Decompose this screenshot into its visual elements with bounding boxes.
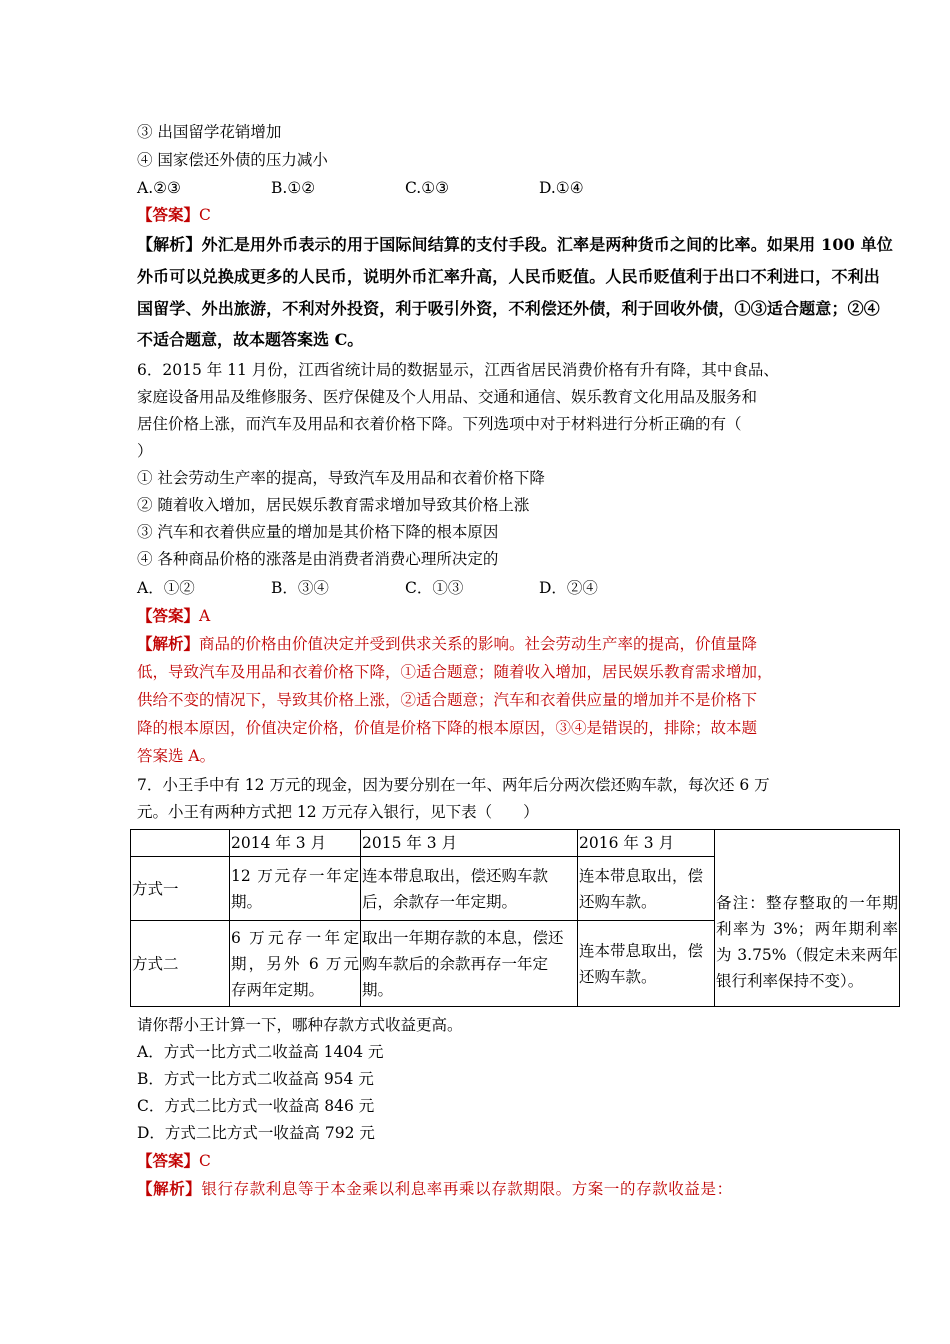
q5-option-d: D.①④ (539, 179, 584, 197)
q5-answer (137, 205, 211, 225)
q7-stem-line-1: 7．小王手中有 12 万元的现金，因为要分别在一年、两年后分两次偿还购车款，每次还 6 万 (137, 776, 770, 794)
table-header-cell (131, 830, 230, 857)
q6-analysis-label: 【解析】 (137, 634, 200, 653)
table-header-cell: 2015 年 3 月 (361, 830, 578, 857)
q6-stem-line-3: 居住价格上涨，而汽车及用品和衣着价格下降。下列选项中对于材料进行分析正确的有（ (137, 415, 742, 433)
q5-analysis-line-2: 外币可以兑换成更多的人民币，说明外币汇率升高，人民币贬值。人民币贬值利于出口不利进口，不利出 (137, 267, 880, 286)
q6-answer (137, 606, 210, 626)
table-cell: 取出一年期存款的本息，偿还购车款后的余款再存一年定期。 (361, 921, 578, 1007)
q6-answer-value: A (199, 607, 211, 625)
q6-analysis-line-3: 供给不变的情况下，导致其价格上涨，②适合题意；汽车和衣着供应量的增加并不是价格下 (137, 691, 758, 709)
table-cell: 连本带息取出，偿还购车款后，余款存一年定期。 (361, 857, 578, 921)
q7-answer (137, 1151, 211, 1171)
q5-analysis-label: 【解析】 (137, 235, 202, 254)
table-note-cell (715, 830, 900, 1007)
table-cell: 连本带息取出，偿还购车款。 (578, 857, 715, 921)
table-header-cell: 2016 年 3 月 (578, 830, 715, 857)
q7-answer-label: 【答案】 (137, 1151, 200, 1170)
q6-analysis-line-2: 低，导致汽车及用品和衣着价格下降，①适合题意；随着收入增加，居民娱乐教育需求增加， (137, 663, 773, 681)
q5-analysis-line-4: 不适合题意，故本题答案选 C。 (137, 330, 364, 349)
q7-analysis-label: 【解析】 (137, 1179, 202, 1198)
table-row-label: 方式一 (131, 857, 230, 921)
q5-answer-label: 【答案】 (137, 205, 200, 224)
q7-stem-line-2: 元。小王有两种方式把 12 万元存入银行，见下表（ ） (137, 803, 539, 821)
table-header-cell: 2014 年 3 月 (230, 830, 361, 857)
q6-analysis-line-1: 【解析】商品的价格由价值决定并受到供求关系的影响。社会劳动生产率的提高，价值量降 (137, 634, 758, 653)
q6-answer-label: 【答案】 (137, 606, 200, 625)
q6-analysis-line-4: 降的根本原因，价值决定价格，价值是价格下降的根本原因，③④是错误的，排除；故本题 (137, 719, 758, 737)
q6-analysis-line-5: 答案选 A。 (137, 747, 216, 765)
q5-item-3: ③ 出国留学花销增加 (137, 123, 282, 141)
q5-item-4: ④ 国家偿还外债的压力减小 (137, 151, 328, 169)
q6-option-b: B．③④ (271, 579, 329, 597)
table-cell: 6 万元存一年定期，另外 6 万元存两年定期。 (230, 921, 361, 1007)
q6-option-a: A．①② (137, 579, 195, 597)
q7-answer-value: C (199, 1152, 211, 1170)
q6-stem-line-2: 家庭设备用品及维修服务、医疗保健及个人用品、交通和通信、娱乐教育文化用品及服务和 (137, 388, 758, 406)
deposit-table (130, 829, 900, 1007)
q6-item-3: ③ 汽车和衣着供应量的增加是其价格下降的根本原因 (137, 523, 499, 541)
table-row-label: 方式二 (131, 921, 230, 1007)
q5-analysis-line-1: 【解析】外汇是用外币表示的用于国际间结算的支付手段。汇率是两种货币之间的比率。如果用 100 单位 (137, 235, 893, 254)
q5-option-b: B.①② (271, 179, 316, 197)
q5-analysis-line-3: 国留学、外出旅游，不利对外投资，利于吸引外资，不利偿还外债，利于回收外债，①③适合题意；②④ (137, 299, 880, 318)
q6-item-1: ① 社会劳动生产率的提高，导致汽车及用品和衣着价格下降 (137, 469, 545, 487)
q5-option-a: A.②③ (137, 179, 181, 197)
q7-option-c: C．方式二比方式一收益高 846 元 (137, 1097, 375, 1115)
q7-option-d: D．方式二比方式一收益高 792 元 (137, 1124, 375, 1142)
q6-stem-line-1: 6．2015 年 11 月份，江西省统计局的数据显示，江西省居民消费价格有升有降，其中食品、 (137, 361, 779, 379)
q5-option-c: C.①③ (405, 179, 450, 197)
table-cell: 12 万元存一年定期。 (230, 857, 361, 921)
q7-question: 请你帮小王计算一下，哪种存款方式收益更高。 (137, 1016, 463, 1034)
q5-answer-value: C (199, 206, 211, 224)
table-cell: 连本带息取出，偿还购车款。 (578, 921, 715, 1007)
q6-item-4: ④ 各种商品价格的涨落是由消费者消费心理所决定的 (137, 550, 499, 568)
q7-analysis-line-1: 【解析】银行存款利息等于本金乘以利息率再乘以存款期限。方案一的存款收益是： (137, 1179, 733, 1198)
table-header-row (131, 830, 900, 857)
table-note: 备注：整存整取的一年期利率为 3%；两年期利率为 3.75%（假定未来两年银行利率保持不变）。 (716, 894, 898, 990)
q7-option-b: B．方式一比方式二收益高 954 元 (137, 1070, 374, 1088)
q5-options (137, 178, 673, 198)
q6-option-d: D．②④ (539, 579, 598, 597)
q6-item-2: ② 随着收入增加，居民娱乐教育需求增加导致其价格上涨 (137, 496, 530, 514)
q6-options (137, 578, 673, 598)
q7-option-a: A．方式一比方式二收益高 1404 元 (137, 1043, 384, 1061)
q6-stem-line-4: ） (137, 442, 153, 460)
q6-option-c: C．①③ (405, 579, 464, 597)
